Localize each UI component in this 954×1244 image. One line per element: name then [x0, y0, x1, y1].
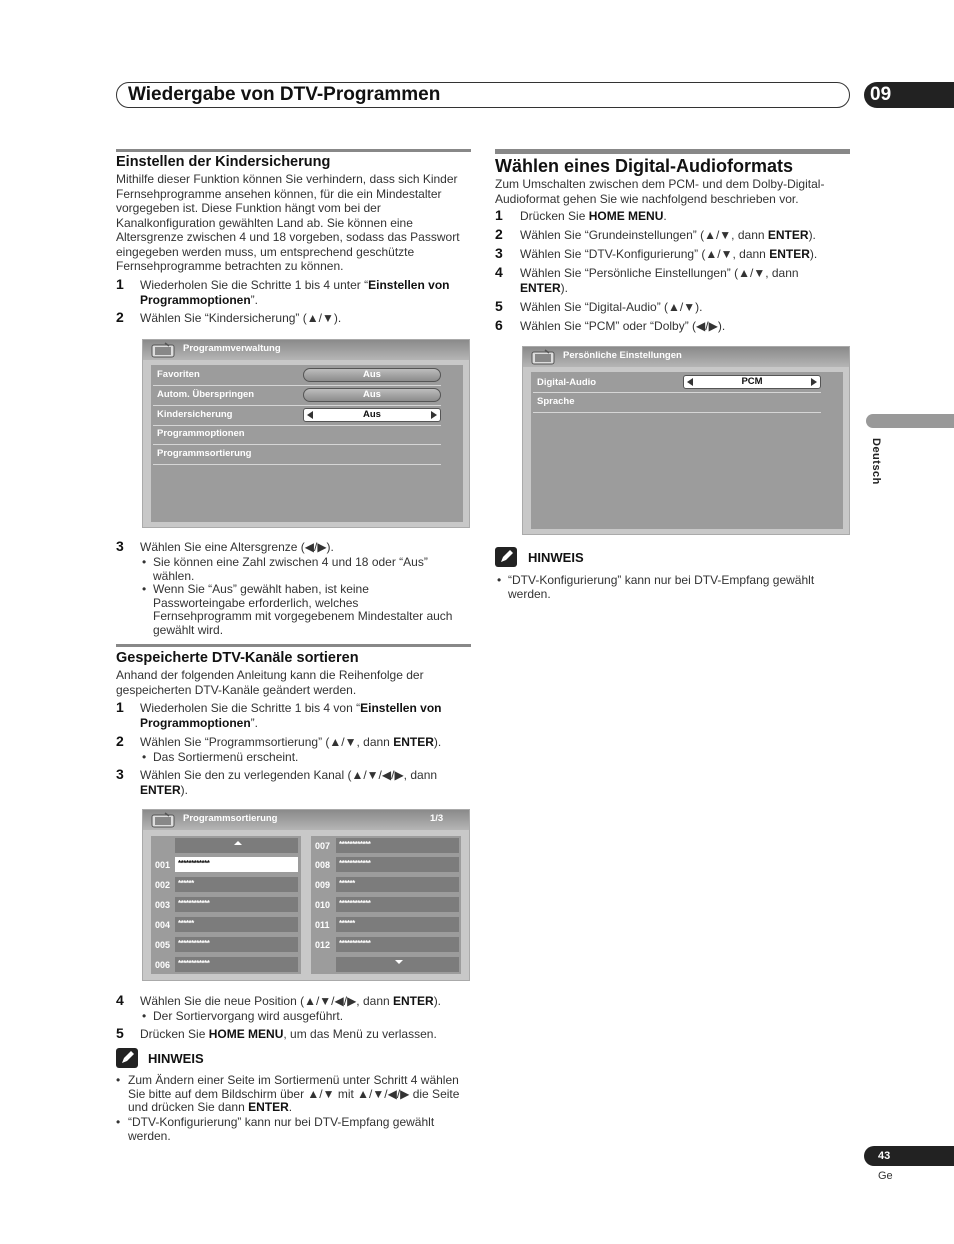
channel-slot[interactable]: ************ — [175, 937, 298, 952]
section-title-sortieren: Gespeicherte DTV-Kanäle sortieren — [116, 650, 359, 666]
persoenliche-einstellungen-menu — [522, 346, 850, 535]
autom-ueberspringen-value[interactable]: Aus — [303, 388, 441, 402]
note-pencil-icon — [116, 1048, 138, 1068]
page-number: 43 — [864, 1146, 954, 1166]
step-text: Wählen Sie “Programmsortierung” (▲/▼, dann ENTER). — [140, 735, 442, 749]
menu-item-programmsortierung[interactable]: Programmsortierung — [157, 448, 252, 459]
step-number: 4 — [116, 992, 124, 1008]
step-number: 1 — [116, 699, 124, 715]
up-arrow-icon — [233, 839, 243, 847]
digital-audio-selector[interactable]: PCM — [683, 375, 821, 389]
channel-number: 001 — [155, 860, 171, 870]
language-tab — [866, 414, 954, 428]
left-arrow-icon[interactable] — [307, 411, 313, 419]
page-language-code: Ge — [878, 1170, 893, 1182]
intro-kindersicherung: Mithilfe dieser Funktion können Sie verhindern, dass sich Kinder Fernsehprogramme ansehen können, für die ein Mindestalter vorgegeben ist. Diese Funktion hängt vom bei der Kanalkonfiguration gewählten Land ab. Sie können eine Altersgrenze zwischen 4 und 18 vorgeben, sodass das Passwort eingegeben werden muss, um entsprechend geschützte Fernsehprogramme betrachten zu können. — [116, 172, 460, 273]
channel-slot[interactable]: ****** — [336, 917, 459, 932]
language-label: Deutsch — [870, 438, 882, 485]
page-title: Wiedergabe von DTV-Programmen — [128, 84, 441, 105]
step-number: 3 — [116, 766, 124, 782]
step-number: 5 — [495, 298, 503, 314]
menu-item-autom-ueberspringen[interactable]: Autom. Überspringen — [157, 389, 255, 400]
channel-number: 012 — [315, 940, 331, 950]
section-title-kindersicherung: Einstellen der Kindersicherung — [116, 154, 331, 170]
chapter-tab: 09 — [864, 82, 954, 108]
channel-number: 009 — [315, 880, 331, 890]
step-number: 4 — [495, 264, 503, 280]
note-text: Zum Ändern einer Seite im Sortiermenü unter Schritt 4 wählen Sie bitte auf dem Bildschirm über ▲/▼ mit ▲/▼/◀/▶ die Seite und drücken Sie dann ENTER. — [128, 1073, 460, 1114]
step-number: 2 — [116, 733, 124, 749]
section-title-audioformat: Wählen eines Digital-Audioformats — [495, 156, 794, 176]
menu-title: Programmverwaltung — [183, 343, 281, 354]
section-rule — [116, 644, 471, 647]
channel-slot[interactable]: ************ — [175, 897, 298, 912]
tv-menu-icon — [151, 342, 177, 359]
note-text: “DTV-Konfigurierung” kann nur bei DTV-Empfang gewählt werden. — [128, 1115, 435, 1143]
scroll-up-button[interactable] — [175, 838, 298, 853]
section-rule — [495, 149, 850, 154]
step-number: 3 — [116, 538, 124, 554]
step-text: Wählen Sie “Grundeinstellungen” (▲/▼, dann ENTER). — [520, 228, 816, 242]
channel-number: 003 — [155, 900, 171, 910]
bullet-text: Der Sortiervorgang wird ausgeführt. — [153, 1009, 344, 1023]
programmsortierung-menu — [142, 809, 470, 981]
right-arrow-icon[interactable] — [431, 411, 437, 419]
step-text: Wählen Sie “Persönliche Einstellungen” (▲/▼, dann ENTER). — [520, 266, 799, 295]
step-text: Drücken Sie HOME MENU. — [520, 209, 667, 223]
menu-title: Persönliche Einstellungen — [563, 350, 682, 361]
channel-slot[interactable]: ************ — [336, 937, 459, 952]
left-arrow-icon[interactable] — [687, 378, 693, 386]
channel-slot[interactable]: ****** — [175, 877, 298, 892]
step-number: 6 — [495, 317, 503, 333]
programmverwaltung-menu — [142, 339, 470, 528]
down-arrow-icon — [394, 958, 404, 966]
channel-slot-selected[interactable]: ************ — [175, 857, 298, 872]
step-text: Wählen Sie den zu verlegenden Kanal (▲/▼/◀/▶, dann ENTER). — [140, 768, 438, 797]
step-text: Wählen Sie “DTV-Konfigurierung” (▲/▼, dann ENTER). — [520, 247, 818, 261]
channel-number: 011 — [315, 920, 330, 930]
step-text: Wählen Sie die neue Position (▲/▼/◀/▶, dann ENTER). — [140, 994, 442, 1008]
note-text: “DTV-Konfigurierung” kann nur bei DTV-Empfang gewählt werden. — [508, 573, 815, 601]
channel-number: 008 — [315, 860, 331, 870]
step-number: 3 — [495, 245, 503, 261]
menu-title: Programmsortierung — [183, 813, 278, 824]
favoriten-value[interactable]: Aus — [303, 368, 441, 382]
note-pencil-icon — [495, 547, 517, 567]
channel-number: 006 — [155, 960, 171, 970]
intro-sortieren: Anhand der folgenden Anleitung kann die Reihenfolge der gespeicherten DTV-Kanäle geändert werden. — [116, 668, 424, 697]
step-text: Wählen Sie “Kindersicherung” (▲/▼). — [140, 311, 342, 325]
step-number: 2 — [495, 226, 503, 242]
page-indicator: 1/3 — [430, 813, 444, 824]
tv-menu-icon — [531, 349, 557, 366]
note-heading: HINWEIS — [528, 550, 584, 565]
step-text: Wählen Sie eine Altersgrenze (◀/▶). — [140, 540, 334, 554]
step-text: Wiederholen Sie die Schritte 1 bis 4 von “Einstellen von Programmoptionen”. — [140, 701, 442, 730]
menu-item-kindersicherung[interactable]: Kindersicherung — [157, 409, 233, 420]
channel-slot[interactable]: ************ — [336, 857, 459, 872]
channel-slot[interactable]: ************ — [336, 838, 459, 853]
channel-number: 010 — [315, 900, 331, 910]
step-text: Wählen Sie “PCM” oder “Dolby” (◀/▶). — [520, 319, 726, 333]
step-number: 2 — [116, 309, 124, 325]
section-rule — [116, 149, 471, 152]
tv-menu-icon — [151, 812, 177, 829]
scroll-down-button[interactable] — [336, 957, 459, 972]
kindersicherung-selector[interactable]: Aus — [303, 408, 441, 422]
channel-slot[interactable]: ************ — [175, 957, 298, 972]
step-text: Wiederholen Sie die Schritte 1 bis 4 unter “Einstellen von Programmoptionen”. — [140, 278, 450, 307]
bullet-text: Das Sortiermenü erscheint. — [153, 750, 299, 764]
menu-item-digital-audio[interactable]: Digital-Audio — [537, 377, 597, 388]
note-heading: HINWEIS — [148, 1051, 204, 1066]
step-number: 1 — [495, 207, 503, 223]
channel-number: 007 — [315, 841, 331, 851]
right-arrow-icon[interactable] — [811, 378, 817, 386]
channel-number: 005 — [155, 940, 171, 950]
step-number: 5 — [116, 1025, 124, 1041]
menu-item-sprache[interactable]: Sprache — [537, 396, 575, 407]
channel-slot[interactable]: ************ — [336, 897, 459, 912]
menu-item-programmoptionen[interactable]: Programmoptionen — [157, 428, 245, 439]
channel-slot[interactable]: ****** — [336, 877, 459, 892]
channel-slot[interactable]: ****** — [175, 917, 298, 932]
step-text: Wählen Sie “Digital-Audio” (▲/▼). — [520, 300, 703, 314]
step-text: Drücken Sie HOME MENU, um das Menü zu verlassen. — [140, 1027, 437, 1041]
intro-audioformat: Zum Umschalten zwischen dem PCM- und dem Dolby-Digital-Audioformat gehen Sie wie nachfolgend beschrieben vor. — [495, 177, 825, 206]
step-number: 1 — [116, 276, 124, 292]
channel-number: 004 — [155, 920, 171, 930]
channel-number: 002 — [155, 880, 171, 890]
menu-item-favoriten[interactable]: Favoriten — [157, 369, 200, 380]
bullet-text: Wenn Sie “Aus” gewählt haben, ist keine Passworteingabe erforderlich, welches Fernsehprogramm mit vorgegebenem Mindestalter auch gewählt wird. — [153, 582, 453, 637]
bullet-text: Sie können eine Zahl zwischen 4 und 18 oder “Aus” wählen. — [153, 555, 428, 583]
